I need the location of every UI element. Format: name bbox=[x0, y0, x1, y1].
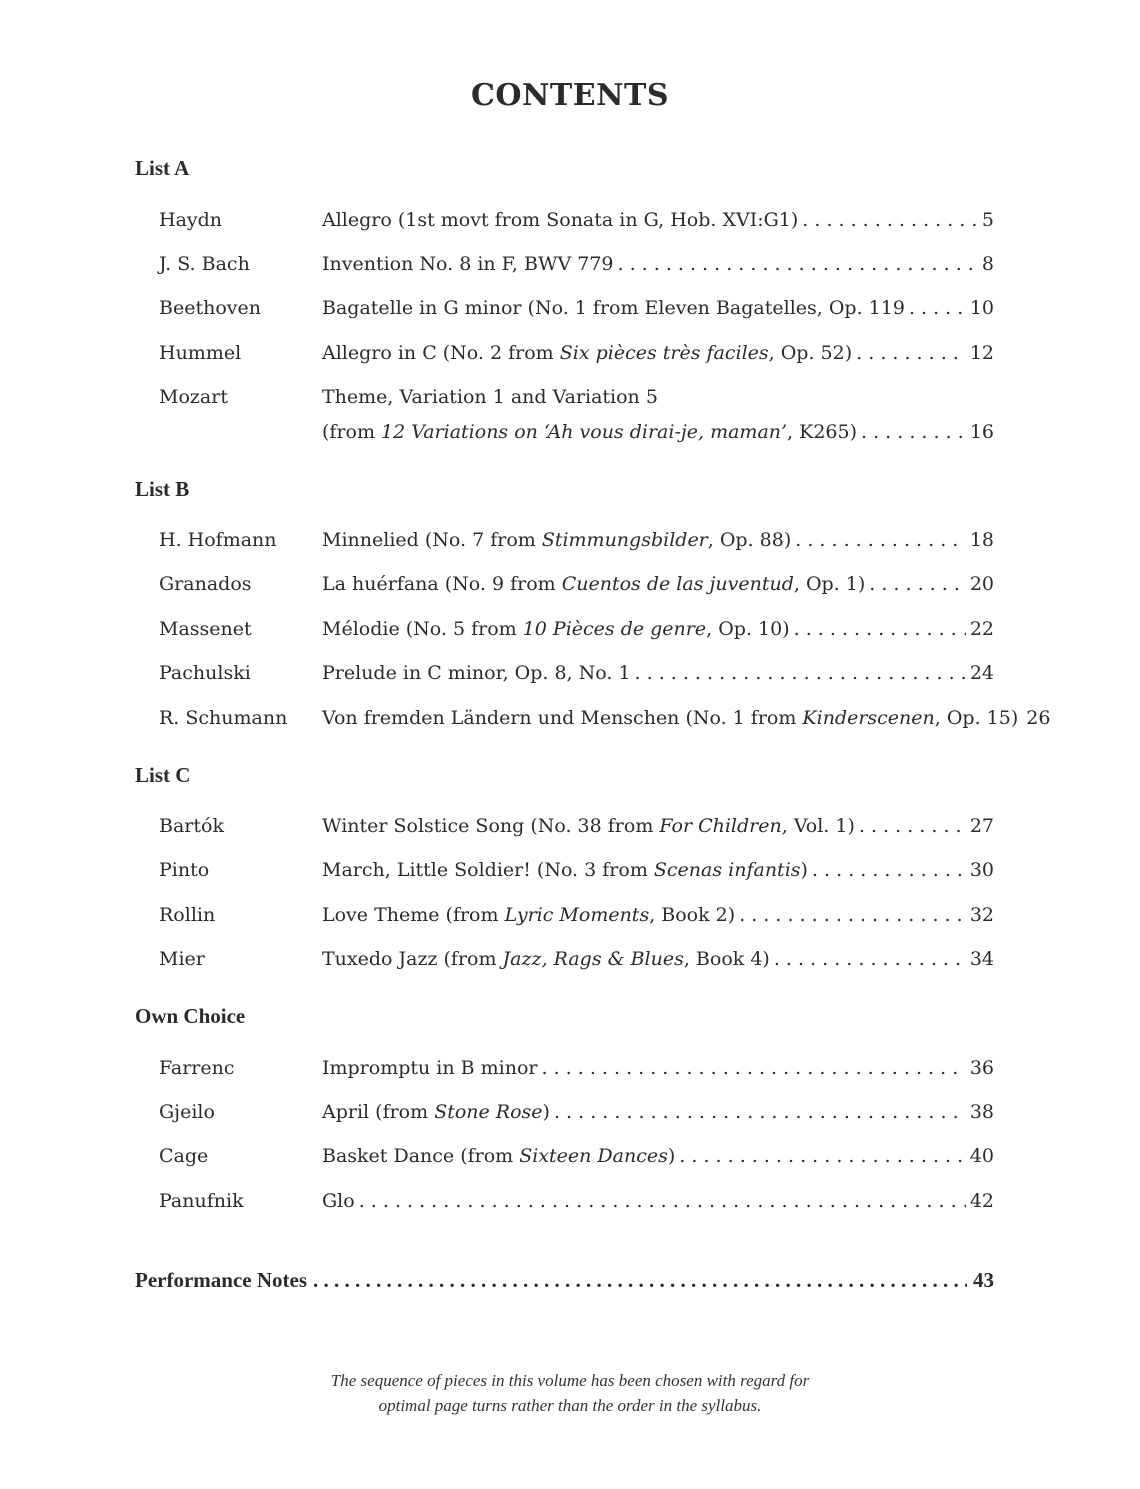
dot-leader bbox=[774, 945, 966, 973]
page-number: 32 bbox=[969, 904, 994, 926]
toc-entry: Granados La huérfana (No. 9 from Cuentos de las juventud, Op. 1) . . . 20 bbox=[159, 570, 994, 598]
piece-title: Impromptu in B minor bbox=[322, 1057, 538, 1079]
piece-title: Winter Solstice Song (No. 38 from bbox=[322, 815, 660, 837]
piece-title: Mélodie (No. 5 from bbox=[322, 618, 523, 640]
section-heading-list-c: List C bbox=[135, 763, 191, 787]
piece-title: Invention No. 8 in F, BWV 779 bbox=[322, 253, 614, 275]
dot-leader bbox=[802, 206, 978, 234]
piece-source: Scenas infantis bbox=[653, 859, 801, 881]
composer-name: Farrenc bbox=[159, 1057, 235, 1079]
dot-leader bbox=[861, 418, 966, 446]
composer-name: Bartók bbox=[159, 815, 224, 837]
piece-title: Bagatelle in G minor (No. 1 from Eleven Bagatelles, Op. 119 bbox=[322, 297, 905, 319]
toc-entry bbox=[159, 1054, 994, 1082]
dot-leader bbox=[739, 901, 966, 929]
composer-name: Gjeilo bbox=[159, 1101, 215, 1123]
page-number: 38 bbox=[969, 1101, 994, 1123]
piece-title: March, Little Soldier! (No. 3 from bbox=[322, 859, 654, 881]
performance-notes-entry bbox=[135, 1268, 994, 1300]
dot-leader bbox=[554, 1098, 966, 1126]
toc-entry bbox=[159, 383, 994, 411]
toc-entry bbox=[159, 206, 994, 234]
dot-leader bbox=[795, 526, 966, 554]
piece-source: For Children bbox=[659, 815, 782, 837]
piece-source: Stone Rose bbox=[434, 1101, 543, 1123]
composer-name: Pinto bbox=[159, 859, 210, 881]
piece-source: Cuentos de las juventud bbox=[561, 573, 794, 595]
dot-leader bbox=[859, 812, 966, 840]
piece-source: Six pièces très faciles bbox=[559, 342, 769, 364]
page-title: CONTENTS bbox=[470, 78, 670, 113]
toc-entry: Bartók Winter Solstice Song (No. 38 from For Children, Vol. 1) . . . 27 bbox=[159, 812, 994, 840]
page-number: 5 bbox=[981, 209, 994, 231]
page-number: 10 bbox=[969, 297, 994, 319]
dot-leader bbox=[635, 659, 966, 687]
piece-source: Lyric Moments bbox=[504, 904, 650, 926]
section-heading-own-choice: Own Choice bbox=[135, 1004, 246, 1028]
page-number: 26 bbox=[1026, 707, 1051, 729]
dot-leader bbox=[618, 250, 978, 278]
toc-entry-continued: (from 12 Variations on ‘Ah vous dirai-je, maman’, K265) . . . 16 bbox=[159, 418, 994, 446]
page-number: 24 bbox=[969, 662, 994, 684]
dot-leader bbox=[909, 294, 966, 322]
piece-title: Love Theme (from bbox=[322, 904, 505, 926]
page-number: 20 bbox=[969, 573, 994, 595]
page-number: 18 bbox=[969, 529, 994, 551]
section-heading-list-b: List B bbox=[135, 477, 190, 501]
page-number: 36 bbox=[969, 1057, 994, 1079]
dot-leader bbox=[313, 1268, 967, 1293]
page-number: 30 bbox=[969, 859, 994, 881]
page-number: 43 bbox=[973, 1268, 994, 1292]
toc-entry: Hummel Allegro in C (No. 2 from Six pièces très faciles, Op. 52) . . . 12 bbox=[159, 339, 994, 367]
toc-entry bbox=[159, 659, 994, 687]
piece-title: Tuxedo Jazz (from bbox=[322, 948, 503, 970]
piece-title: (from bbox=[322, 421, 382, 443]
piece-title: April (from bbox=[322, 1101, 435, 1123]
composer-name: Pachulski bbox=[159, 662, 251, 684]
toc-entry: Rollin Love Theme (from Lyric Moments, Book 2) . . . 32 bbox=[159, 901, 994, 929]
toc-entry: R. Schumann Von fremden Ländern und Menschen (No. 1 from Kinderscenen, Op. 15) 26 bbox=[159, 704, 994, 732]
dot-leader bbox=[359, 1187, 966, 1215]
composer-name: Panufnik bbox=[159, 1190, 244, 1212]
toc-entry: Cage Basket Dance (from Sixteen Dances) . . . 40 bbox=[159, 1142, 994, 1170]
dot-leader bbox=[869, 570, 966, 598]
piece-title-line1: Theme, Variation 1 and Variation 5 bbox=[322, 386, 658, 408]
piece-title: Minnelied (No. 7 from bbox=[322, 529, 542, 551]
composer-name: Beethoven bbox=[159, 297, 261, 319]
page-number: 40 bbox=[969, 1145, 994, 1167]
toc-entry bbox=[159, 1187, 994, 1215]
piece-source: Sixteen Dances bbox=[519, 1145, 668, 1167]
piece-source: 10 Pièces de genre bbox=[522, 618, 707, 640]
piece-source: 12 Variations on ‘Ah vous dirai-je, maman’ bbox=[381, 421, 788, 443]
composer-name: Haydn bbox=[159, 209, 223, 231]
dot-leader bbox=[542, 1054, 966, 1082]
page-number: 16 bbox=[969, 421, 994, 443]
page-number: 22 bbox=[969, 618, 994, 640]
page-number: 27 bbox=[969, 815, 994, 837]
toc-entry: Pinto March, Little Soldier! (No. 3 from Scenas infantis) . . . 30 bbox=[159, 856, 994, 884]
composer-name: H. Hofmann bbox=[159, 529, 277, 551]
toc-entry: Massenet Mélodie (No. 5 from 10 Pièces de genre, Op. 10) . . . 22 bbox=[159, 615, 994, 643]
piece-title: Glo bbox=[322, 1190, 355, 1212]
sequence-note-line1: The sequence of pieces in this volume has been chosen with regard for bbox=[330, 1371, 810, 1390]
composer-name: Rollin bbox=[159, 904, 216, 926]
composer-name: Granados bbox=[159, 573, 252, 595]
dot-leader bbox=[679, 1142, 966, 1170]
piece-title: Basket Dance (from bbox=[322, 1145, 520, 1167]
composer-name: Hummel bbox=[159, 342, 242, 364]
composer-name: Mozart bbox=[159, 386, 228, 408]
toc-entry bbox=[159, 250, 994, 278]
piece-title: Prelude in C minor, Op. 8, No. 1 bbox=[322, 662, 631, 684]
page-number: 8 bbox=[981, 253, 994, 275]
page-number: 12 bbox=[969, 342, 994, 364]
performance-notes-label: Performance Notes bbox=[135, 1268, 307, 1292]
piece-source: Stimmungsbilder bbox=[541, 529, 708, 551]
section-heading-list-a: List A bbox=[135, 156, 190, 180]
piece-title: Von fremden Ländern und Menschen (No. 1 from bbox=[322, 707, 803, 729]
dot-leader bbox=[856, 339, 966, 367]
composer-name: Cage bbox=[159, 1145, 209, 1167]
piece-title: Allegro (1st movt from Sonata in G, Hob. XVI:G1) bbox=[322, 209, 799, 231]
toc-entry: H. Hofmann Minnelied (No. 7 from Stimmungsbilder, Op. 88) . . . 18 bbox=[159, 526, 994, 554]
dot-leader bbox=[794, 615, 966, 643]
dot-leader bbox=[812, 856, 966, 884]
composer-name: Massenet bbox=[159, 618, 252, 640]
toc-entry: Mier Tuxedo Jazz (from Jazz, Rags & Blues, Book 4) . . . 34 bbox=[159, 945, 994, 973]
piece-title: Allegro in C (No. 2 from bbox=[322, 342, 560, 364]
piece-source: Kinderscenen bbox=[802, 707, 935, 729]
piece-title: La huérfana (No. 9 from bbox=[322, 573, 562, 595]
page-number: 42 bbox=[969, 1190, 994, 1212]
sequence-note-line2: optimal page turns rather than the order in the syllabus. bbox=[378, 1396, 762, 1415]
composer-name: J. S. Bach bbox=[159, 253, 250, 275]
composer-name: Mier bbox=[159, 948, 205, 970]
composer-name: R. Schumann bbox=[159, 707, 288, 729]
sequence-note bbox=[270, 1368, 870, 1418]
toc-entry: Gjeilo April (from Stone Rose) . . . 38 bbox=[159, 1098, 994, 1126]
piece-source: Jazz, Rags & Blues bbox=[502, 948, 684, 970]
toc-entry bbox=[159, 294, 994, 322]
page-number: 34 bbox=[969, 948, 994, 970]
